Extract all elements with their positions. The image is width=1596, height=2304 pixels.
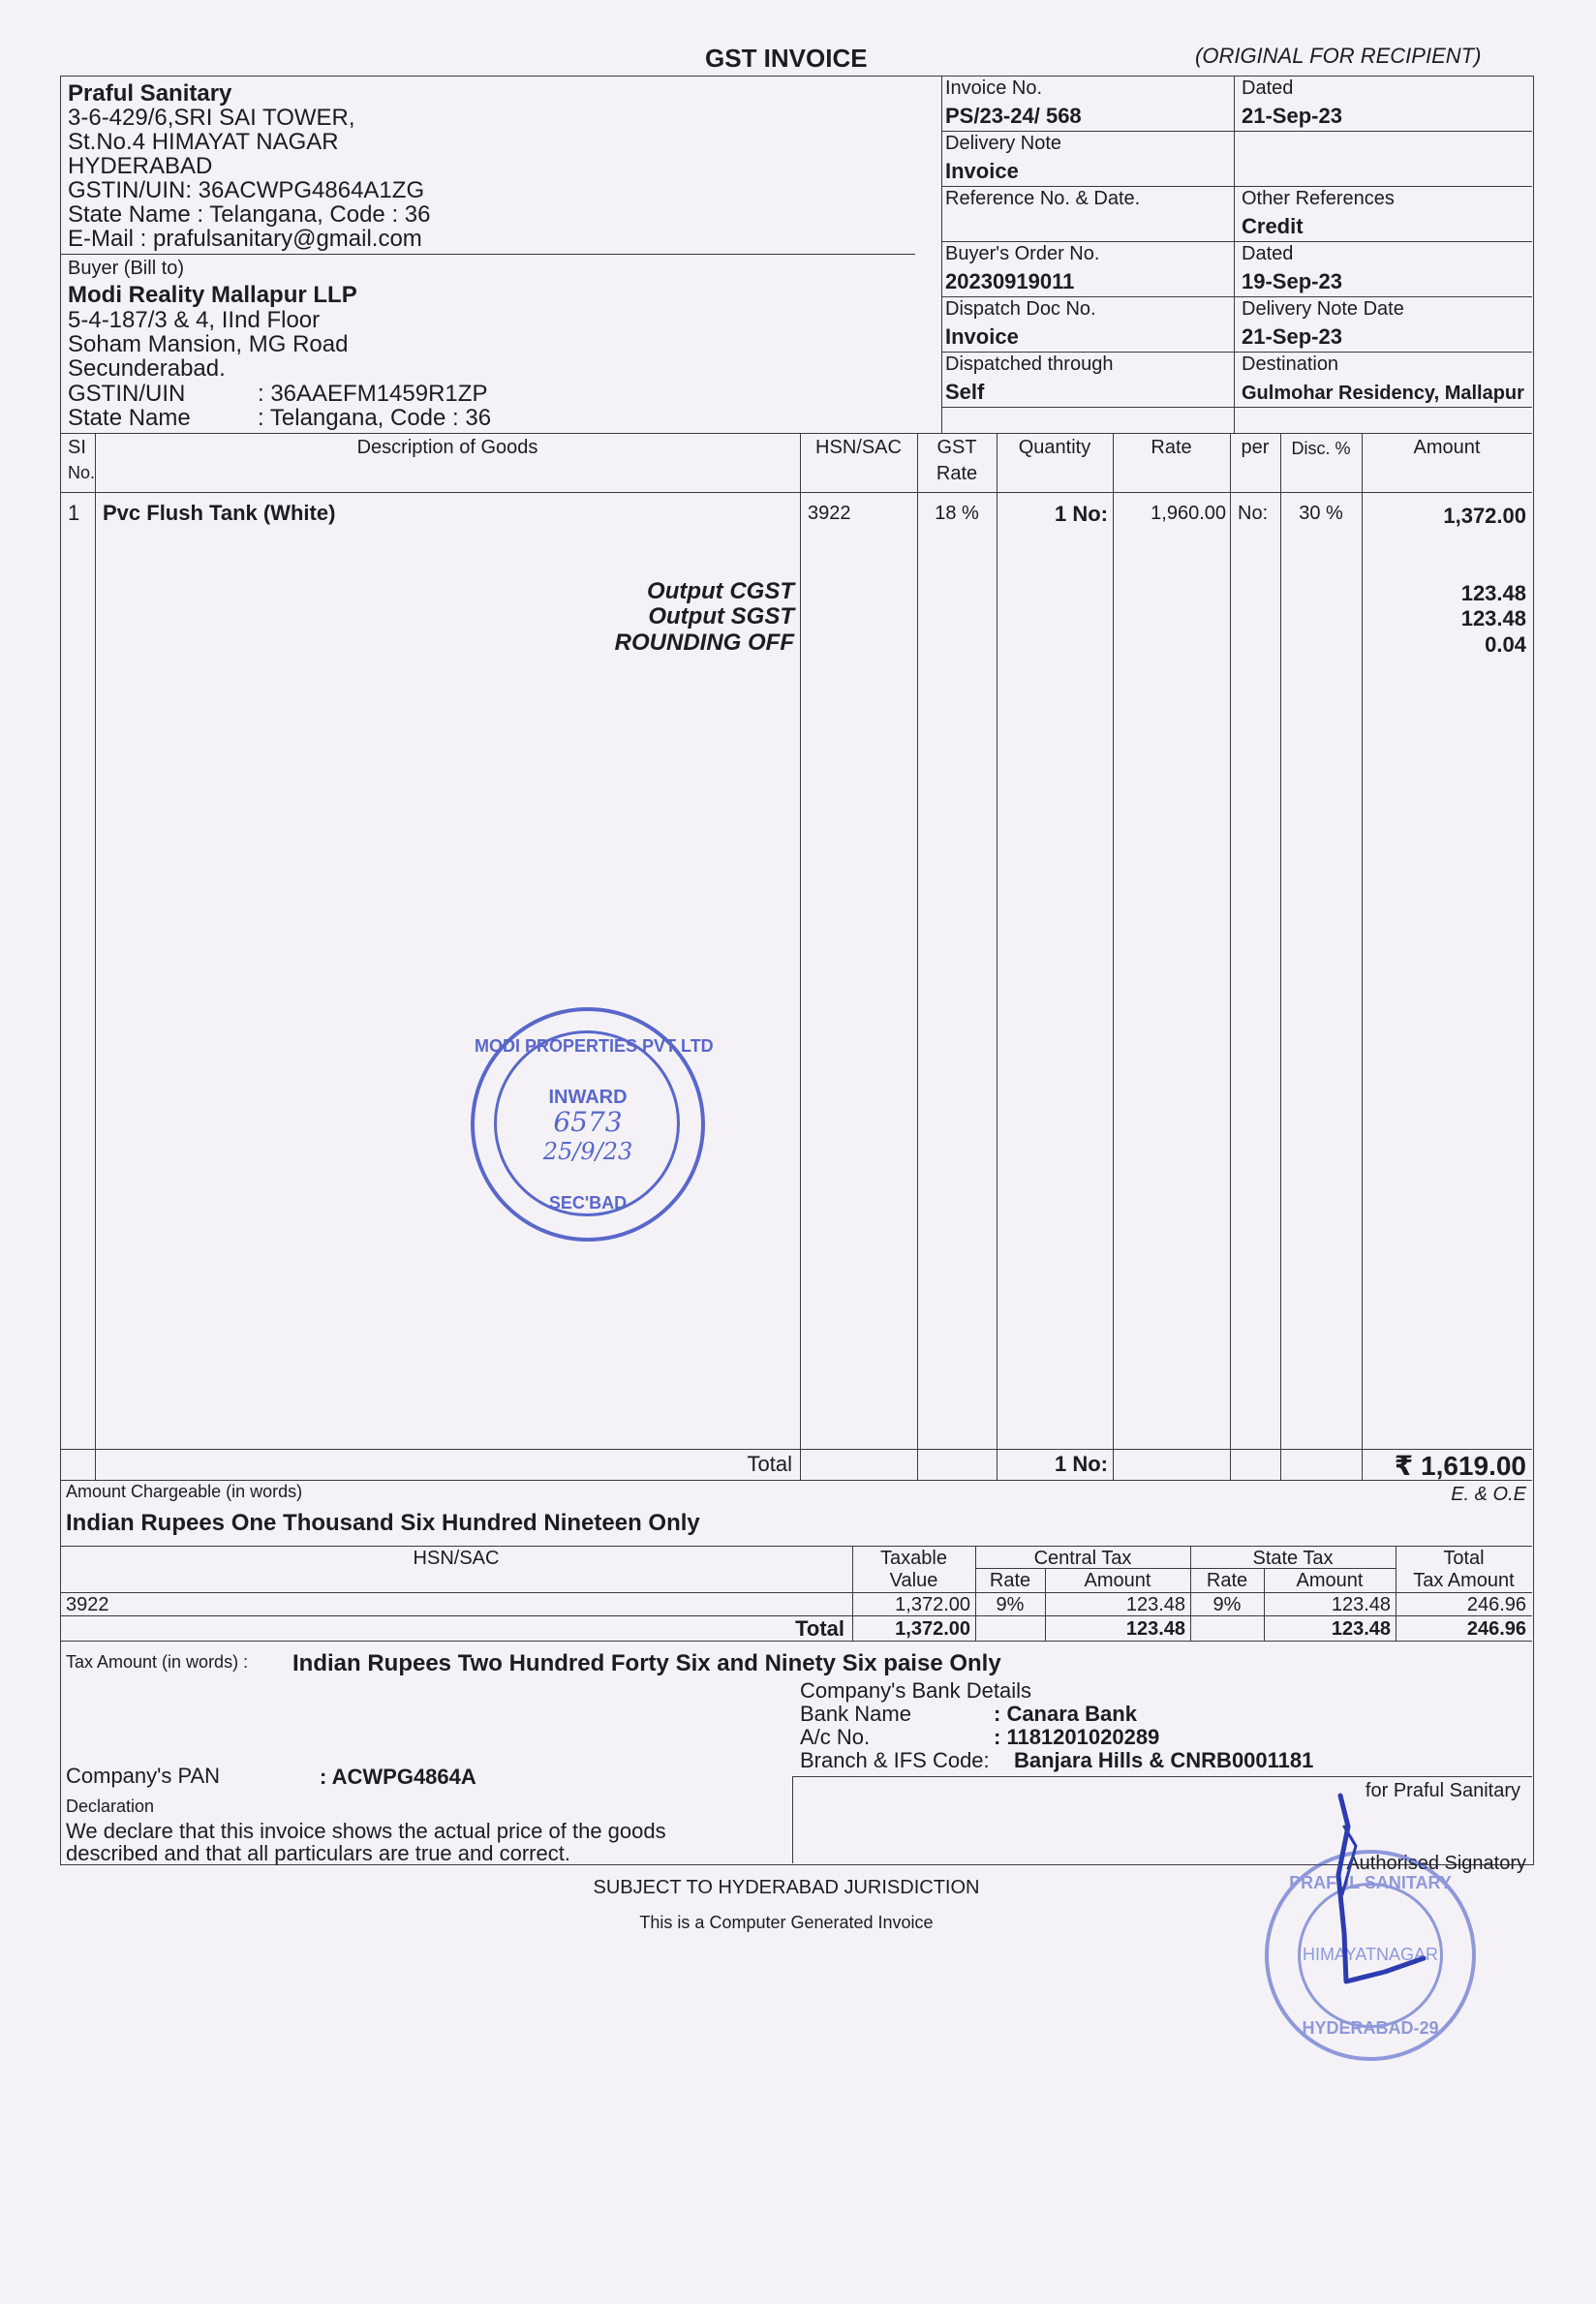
col-header-sl: SI [68,437,86,458]
seller-address-line: HYDERABAD [68,153,213,179]
meta-value-invoice-no: PS/23-24/ 568 [945,104,1082,128]
tax-col-central-rate: Rate [989,1570,1031,1591]
item-amount: 1,372.00 [1443,504,1526,528]
declaration-heading: Declaration [66,1797,155,1816]
seller-name: Praful Sanitary [68,80,232,107]
item-sl: 1 [68,501,80,525]
col-header-rate: Rate [1151,437,1192,458]
charge-label: ROUNDING OFF [614,630,794,656]
meta-label-dispatch-doc: Dispatch Doc No. [945,298,1096,320]
meta-label-other-references: Other References [1242,188,1395,209]
meta-value-delivery-note-date: 21-Sep-23 [1242,324,1342,349]
meta-value-dated: 21-Sep-23 [1242,104,1342,128]
col-header-quantity: Quantity [1018,437,1091,458]
tax-total-central: 123.48 [1125,1618,1185,1640]
meta-label-invoice-no: Invoice No. [945,77,1043,99]
tax-row-central-amount: 123.48 [1125,1594,1185,1615]
item-per: No: [1238,503,1269,524]
tax-row-central-rate: 9% [996,1594,1025,1615]
buyer-state-label: State Name [68,405,191,431]
charge-label: Output CGST [647,578,794,604]
col-header-disc: Disc. % [1291,439,1351,458]
meta-label-order-dated: Dated [1242,243,1294,264]
jurisdiction-note: SUBJECT TO HYDERABAD JURISDICTION [593,1877,980,1898]
divider [60,254,915,255]
seller-stamp-mid: HIMAYATNAGAR [1302,1945,1438,1964]
seller-gstin: GSTIN/UIN: 36ACWPG4864A1ZG [68,177,425,203]
meta-value-dispatch-doc: Invoice [945,324,1019,349]
tax-row-taxable: 1,372.00 [895,1594,970,1615]
invoice-title: GST INVOICE [705,44,868,73]
item-gst: 18 % [935,503,979,524]
buyer-heading: Buyer (Bill to) [68,258,185,279]
receipt-stamp-inward: INWARD [548,1087,628,1108]
bank-name-label: Bank Name [800,1702,911,1726]
tax-col-central: Central Tax [1033,1548,1132,1569]
tax-col-taxable: Taxable [880,1548,947,1569]
seller-stamp-top: PRAFUL SANITARY [1289,1873,1452,1892]
buyer-address-line: Secunderabad. [68,355,226,382]
item-description: Pvc Flush Tank (White) [103,501,336,525]
declaration-line: We declare that this invoice shows the actual price of the goods [66,1819,666,1843]
meta-label-dated: Dated [1242,77,1294,99]
pan-value: : ACWPG4864A [320,1765,476,1789]
tax-col-total: Total [1443,1548,1485,1569]
col-header-gst: GST [936,437,977,458]
charge-amount: 0.04 [1485,632,1526,657]
meta-label-destination: Destination [1242,353,1339,375]
seller-address-line: 3-6-429/6,SRI SAI TOWER, [68,105,355,131]
seller-address-line: St.No.4 HIMAYAT NAGAR [68,129,339,155]
item-quantity: 1 No: [1055,502,1108,526]
copy-note: (ORIGINAL FOR RECIPIENT) [1195,44,1482,68]
item-hsn: 3922 [808,503,851,524]
bank-acc-label: A/c No. [800,1725,871,1749]
meta-label-delivery-note: Delivery Note [945,133,1062,154]
tax-col-total-amount: Tax Amount [1413,1570,1515,1591]
declaration-line: described and that all particulars are true and correct. [66,1841,570,1865]
meta-value-destination: Gulmohar Residency, Mallapur [1242,383,1524,404]
buyer-address-line: 5-4-187/3 & 4, IInd Floor [68,307,321,333]
col-header-sl-no: No. [68,463,96,482]
tax-col-state-rate: Rate [1206,1570,1248,1591]
amount-words-label: Amount Chargeable (in words) [66,1482,303,1501]
meta-label-reference: Reference No. & Date. [945,188,1141,209]
col-header-per: per [1241,437,1270,458]
generated-note: This is a Computer Generated Invoice [639,1913,934,1932]
buyer-gstin-label: GSTIN/UIN [68,381,186,407]
item-disc: 30 % [1299,503,1343,524]
charge-amount: 123.48 [1460,606,1526,630]
col-header-hsn: HSN/SAC [815,437,902,458]
meta-label-delivery-note-date: Delivery Note Date [1242,298,1404,320]
signature-label: Authorised Signatory [1346,1853,1526,1874]
tax-col-state-amount: Amount [1296,1570,1364,1591]
meta-value-other-references: Credit [1242,214,1304,238]
bank-branch-label: Branch & IFS Code: [800,1748,990,1772]
receipt-stamp-bottom: SEC'BAD [548,1193,628,1213]
tax-col-central-amount: Amount [1084,1570,1151,1591]
bank-name-value: : Canara Bank [994,1702,1137,1726]
seller-email: E-Mail : prafulsanitary@gmail.com [68,226,422,252]
receipt-stamp-number: 6573 [553,1106,623,1138]
bank-branch-value: Banjara Hills & CNRB0001181 [1014,1748,1314,1772]
tax-words-label: Tax Amount (in words) : [66,1652,249,1672]
total-amount: ₹ 1,619.00 [1394,1451,1526,1481]
meta-label-dispatched-through: Dispatched through [945,353,1114,375]
tax-row-total: 246.96 [1466,1594,1526,1615]
meta-value-delivery-note: Invoice [945,159,1019,183]
tax-col-state: State Tax [1252,1548,1334,1569]
meta-label-buyers-order: Buyer's Order No. [945,243,1100,264]
col-header-gst-rate: Rate [936,463,978,484]
signature-for: for Praful Sanitary [1365,1780,1520,1801]
meta-value-dispatched-through: Self [945,380,985,404]
pan-label: Company's PAN [66,1764,221,1788]
eoe-note: E. & O.E [1451,1484,1526,1505]
meta-value-order-dated: 19-Sep-23 [1242,269,1342,293]
tax-row-state-rate: 9% [1212,1594,1242,1615]
tax-total-state: 123.48 [1331,1618,1391,1640]
total-quantity: 1 No: [1055,1452,1108,1476]
buyer-gstin-value: : 36AAEFM1459R1ZP [258,381,488,407]
charge-label: Output SGST [648,603,794,630]
buyer-state-value: : Telangana, Code : 36 [258,405,492,431]
amount-words-value: Indian Rupees One Thousand Six Hundred Nineteen Only [66,1510,700,1536]
tax-col-taxable-value: Value [889,1570,938,1591]
signature-scribble [1327,1788,1443,2001]
tax-col-hsn: HSN/SAC [413,1548,500,1569]
tax-row-hsn: 3922 [66,1594,109,1615]
seller-stamp-bottom: HYDERABAD-29 [1302,2018,1439,2038]
tax-total-taxable: 1,372.00 [895,1618,970,1640]
receipt-stamp-top: MODI PROPERTIES PVT LTD [475,1036,714,1056]
item-rate: 1,960.00 [1151,503,1226,524]
bank-acc-value: : 1181201020289 [994,1725,1160,1749]
receipt-stamp [471,1007,714,1242]
tax-total-label: Total [795,1616,844,1641]
buyer-name: Modi Reality Mallapur LLP [68,282,357,308]
total-label: Total [747,1452,792,1476]
col-header-description: Description of Goods [356,437,538,458]
tax-words-value: Indian Rupees Two Hundred Forty Six and Ninety Six paise Only [292,1650,1001,1676]
tax-row-state-amount: 123.48 [1331,1594,1391,1615]
bank-heading: Company's Bank Details [800,1678,1031,1703]
meta-value-buyers-order: 20230919011 [945,269,1075,293]
seller-state: State Name : Telangana, Code : 36 [68,201,431,228]
tax-total-total: 246.96 [1466,1618,1526,1640]
charge-amount: 123.48 [1460,581,1526,605]
buyer-address-line: Soham Mansion, MG Road [68,331,349,357]
col-header-amount: Amount [1413,437,1481,458]
receipt-stamp-date: 25/9/23 [542,1138,633,1165]
